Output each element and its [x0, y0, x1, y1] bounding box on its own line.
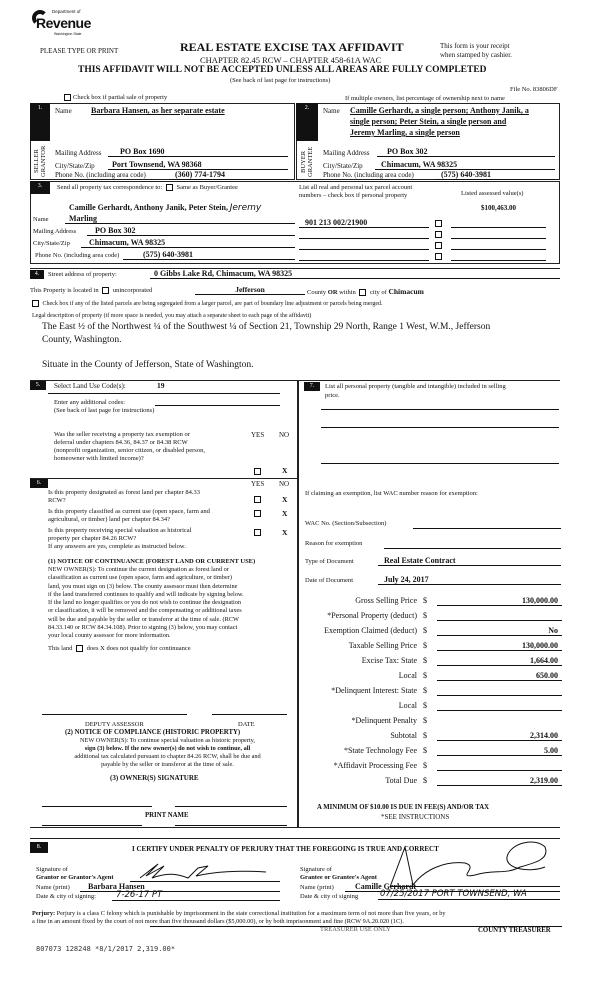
- parcel-number-3[interactable]: [299, 240, 429, 250]
- partial-sale-row: Check box if partial sale of property: [62, 94, 167, 101]
- segregated-checkbox[interactable]: [32, 300, 39, 307]
- grantee-name-field[interactable]: Camille Gerhardt: [345, 882, 560, 892]
- instructions-note: (See back of last page for instructions): [230, 77, 331, 84]
- notice-continuance-body: NEW OWNER(S): To continue the current designation as forest land or classification as current use (open space, farm and agriculture, or timber) land, you must sign on (3) below. The county assessor must then determine if the land transferred continues to qualify and will indicate by signing below. If the land no longer qualifies or you do not wish to continue the designation or classification, it will be removed and the compensating or additional taxes will be due and payable by the seller or transferor at the time of sale. (RCW 84.33.140 or RCW 84.34.108). Prior to signing (3) below, you may contact your local county assessor for more information.: [48, 566, 244, 640]
- section-number-5: 5.: [30, 381, 46, 390]
- city-checkbox[interactable]: [359, 289, 366, 296]
- additional-codes-field[interactable]: [155, 397, 280, 406]
- legal-description-line3[interactable]: Situate in the County of Jefferson, State of Washington.: [42, 360, 254, 370]
- affidavit-processing-fee-field[interactable]: [437, 760, 562, 771]
- receipt-note-2: when stamped by cashier.: [440, 51, 512, 59]
- correspondence-mailing-field[interactable]: PO Box 302: [87, 226, 295, 236]
- personal-property-deduct-field[interactable]: [437, 610, 562, 621]
- city-field[interactable]: Chimacum: [388, 287, 424, 296]
- section-number-4: 4.: [30, 270, 44, 279]
- correspondence-section: 3. Send all property tax correspondence to: Same as Buyer/Grantee Camille Gerhardt, Anthony Janik, Peter Stein, Jeremy Name Marling Mailing Address PO Box 302 City/State/Zip Chimacum, WA 98325 Phone No. (including area code) (575) 640-3981 List all real and personal tax parcel account numbers – check box if personal property Listed assessed value(s) $100,463.00 901 213 002/21900: [30, 181, 560, 264]
- excise-tax-local-field[interactable]: 650.00: [437, 670, 562, 681]
- grantee-date-city-field[interactable]: 07/25/2017 PORT TOWNSEND, WA: [378, 889, 560, 900]
- correspondence-name-line1[interactable]: Camille Gerhardt, Anthony Janik, Peter Stein,: [69, 203, 228, 212]
- warning-banner: THIS AFFIDAVIT WILL NOT BE ACCEPTED UNLESS ALL AREAS ARE FULLY COMPLETED: [78, 65, 487, 75]
- gross-selling-price-field[interactable]: 130,000.00: [437, 595, 562, 606]
- partial-sale-checkbox[interactable]: [64, 94, 71, 101]
- forest-land-yes-checkbox[interactable]: [254, 496, 261, 503]
- parcel-personal-checkbox-3[interactable]: [435, 242, 442, 249]
- cashier-stamp: 807073 128248 *8/1/2017 2,319.00*: [36, 945, 176, 953]
- receipt-note-1: This form is your receipt: [440, 42, 510, 50]
- historical-no-mark[interactable]: X: [282, 528, 288, 537]
- assessed-field-2[interactable]: [451, 229, 546, 239]
- delinquent-interest-local-field[interactable]: [437, 700, 562, 711]
- notice-continuance-title: (1) NOTICE OF CONTINUANCE (FOREST LAND OR CURRENT USE): [48, 558, 256, 565]
- owner-signature-line-1[interactable]: [42, 806, 152, 807]
- same-as-buyer-checkbox[interactable]: [166, 184, 173, 191]
- exemption-yes-checkbox[interactable]: [254, 468, 261, 475]
- print-name-line-2[interactable]: [175, 825, 287, 826]
- correspondence-name-handwritten: Jeremy: [229, 203, 262, 213]
- legal-description-line1[interactable]: The East ½ of the Northwest ¼ of the Southwest ¼ of Section 21, Township 29 North, Range 1 West, W.M., Jefferson: [42, 322, 491, 332]
- grantor-name-field[interactable]: Barbara Hansen: [80, 882, 280, 892]
- form-subtitle: CHAPTER 82.45 RCW – CHAPTER 458-61A WAC: [200, 55, 382, 65]
- current-use-no-mark[interactable]: X: [282, 509, 288, 518]
- buyer-city-field[interactable]: Chimacum, WA 98325: [375, 160, 555, 170]
- personal-property-line-3[interactable]: [321, 463, 559, 464]
- county-treasurer-label: COUNTY TREASURER: [478, 927, 551, 934]
- assessed-field-1[interactable]: [451, 218, 546, 228]
- buyer-name-line1[interactable]: Camille Gerhardt, a single person; Anthony Janik, a: [350, 106, 529, 115]
- location-row: This Property is located in unincorporated: [30, 287, 153, 294]
- continuance-does-not-mark[interactable]: X: [100, 645, 105, 652]
- historical-yes-checkbox[interactable]: [254, 529, 261, 536]
- buyer-phone-field[interactable]: (575) 640-3981: [435, 170, 555, 180]
- dor-logo: Department of Revenue Washington State: [32, 8, 92, 38]
- minimum-fee-note: A MINIMUM OF $10.00 IS DUE IN FEE(S) AND/OR TAX: [317, 804, 490, 811]
- parcel-personal-checkbox-1[interactable]: [435, 220, 442, 227]
- grantor-date-city-field[interactable]: 7-26-17 PT: [112, 890, 280, 901]
- exemption-reason-field[interactable]: [384, 540, 561, 549]
- certify-title: I CERTIFY UNDER PENALTY OF PERJURY THAT THE FOREGOING IS TRUE AND CORRECT: [132, 845, 439, 853]
- buyer-name-line3[interactable]: Jeremy Marling, a single person: [350, 128, 460, 137]
- parcel-personal-checkbox-4[interactable]: [435, 253, 442, 260]
- exemption-no-mark[interactable]: X: [282, 466, 288, 475]
- continuance-row: This land does X does not qualify for continuance: [48, 645, 191, 652]
- multiple-owners-note: If multiple owners, list percentage of ownership next to name: [345, 95, 505, 102]
- grantor-signature-scribble-icon: [138, 860, 268, 882]
- assessed-value-1: $100,463.00: [481, 204, 516, 212]
- section-number-3: 3.: [30, 181, 50, 194]
- personal-property-line-1[interactable]: [321, 409, 559, 410]
- deputy-assessor-signature-line[interactable]: [42, 714, 187, 715]
- notice-compliance-title: (2) NOTICE OF COMPLIANCE (HISTORIC PROPERTY): [65, 729, 241, 736]
- assessed-field-3[interactable]: [451, 240, 546, 250]
- seller-city-field[interactable]: Port Townsend, WA 98368: [108, 160, 288, 170]
- delinquent-interest-state-field[interactable]: [437, 685, 562, 696]
- delinquent-penalty-field[interactable]: [437, 715, 562, 726]
- parcel-personal-checkbox-2[interactable]: [435, 231, 442, 238]
- current-use-yes-checkbox[interactable]: [254, 510, 261, 517]
- total-due-field[interactable]: 2,319.00: [437, 775, 562, 786]
- please-type-label: PLEASE TYPE OR PRINT: [40, 47, 119, 55]
- section-number-6: 6.: [30, 479, 48, 488]
- wac-number-field[interactable]: [413, 520, 561, 529]
- correspondence-phone-field[interactable]: (575) 640-3981: [123, 250, 295, 260]
- continuance-does-checkbox[interactable]: [76, 645, 83, 652]
- seller-section: 1. SELLER GRANTOR Name Barbara Hansen, as her separate estate Mailing Address PO Box 1690 City/State/Zip Port Townsend, WA 98368 Phone No. (including area code) (360) 774-1794: [30, 103, 295, 180]
- seller-name-field[interactable]: Barbara Hansen, as her separate estate: [91, 106, 225, 115]
- subtotal-field[interactable]: 2,314.00: [437, 730, 562, 741]
- perjury-notice: Perjury: Perjury is a class C felony which is punishable by imprisonment in the state correctional institution for a maximum term of not more than five years, or by: [32, 910, 446, 917]
- print-name-line-1[interactable]: [42, 825, 142, 826]
- buyer-name-line2[interactable]: single person; Peter Stein, a single person and: [350, 117, 507, 126]
- excise-tax-state-field[interactable]: 1,664.00: [437, 655, 562, 666]
- section-6: 6. YES NO Is this property designated as forest land per chapter 84.33 RCW? X Is this property classified as current use (open space, farm and agricultural, or timber) land per chapter 84.34? X Is this property receiving special valuation as historical property per chapter 84.26 RCW? X If any answers are yes, complete as instructed below. (1) NOTICE OF CONTINUANCE (FOREST LAND OR CURRENT USE) NEW OWNER(S): To continue the current designation as forest land or classification as current use (open space, farm and agriculture, or timber) land, you must sign on (3) below. The county assessor must then determine if the land transferred continues to qualify and will indicate by signing below. If the land no longer qualifies or you do not wish to continue the designation or classification, it will be removed and the compensating or additional taxes will be due and payable by the seller or transferor at the time of sale. (RCW 84.33.140 or RCW 84.34.108). Prior to signing (3) below, you may contact your local county assessor for more information. This land does X does not qualify for continuance DEPUTY ASSESSOR DATE (2) NOTICE OF COMPLIANCE (HISTORIC PROPERTY) NEW OWNER(S): To continue special valuation as historic property, sign (3) below. If the new owner(s) do not wish to continue, all additional tax calculated pursuant to chapter 84.26 RCW, shall be due and payable by the seller or transferor at the time of sale. (3) OWNER(S) SIGNATURE PRINT NAME: [30, 478, 298, 828]
- owner-signature-title: (3) OWNER(S) SIGNATURE: [110, 774, 199, 782]
- correspondence-name-field[interactable]: Marling: [65, 214, 295, 224]
- parcel-number-1[interactable]: 901 213 002/21900: [299, 218, 429, 228]
- assessed-field-4[interactable]: [451, 251, 546, 261]
- taxable-selling-price-field[interactable]: 130,000.00: [437, 640, 562, 651]
- grantor-signature-field[interactable]: [130, 872, 280, 882]
- seller-phone-field[interactable]: (360) 774-1794: [169, 170, 288, 180]
- document-type-field[interactable]: Real Estate Contract: [378, 556, 561, 566]
- section-number-1: 1.: [30, 103, 50, 141]
- section-number-7: 7.: [304, 382, 320, 391]
- assessor-date-line[interactable]: [212, 714, 287, 715]
- parcel-number-4[interactable]: [299, 251, 429, 261]
- see-instructions-note: *SEE INSTRUCTIONS: [381, 813, 450, 821]
- legal-description-line2[interactable]: County, Washington.: [42, 335, 122, 345]
- owner-signature-line-2[interactable]: [175, 806, 287, 807]
- document-date-field[interactable]: July 24, 2017: [378, 575, 561, 585]
- land-use-code-field[interactable]: 19: [157, 381, 165, 390]
- form-title: REAL ESTATE EXCISE TAX AFFIDAVIT: [180, 40, 404, 54]
- seller-mailing-field[interactable]: PO Box 1690: [108, 147, 288, 157]
- correspondence-city-field[interactable]: Chimacum, WA 98325: [81, 238, 295, 248]
- notice-compliance-body: NEW OWNER(S): To continue special valuation as historic property, sign (3) below. If the new owner(s) do not wish to continue, all additional tax calculated pursuant to chapter 84.26 RCW, shall be due and payable by the seller or transferor at the time of sale.: [74, 737, 261, 768]
- unincorporated-checkbox[interactable]: [102, 287, 109, 294]
- buyer-mailing-field[interactable]: PO Box 302: [377, 147, 555, 157]
- section-number-8: 8.: [30, 842, 48, 853]
- street-address-field[interactable]: 0 Gibbs Lake Rd, Chimacum, WA 98325: [150, 269, 560, 279]
- forest-land-no-mark[interactable]: X: [282, 495, 288, 504]
- parcel-number-2[interactable]: [299, 229, 429, 239]
- state-technology-fee-field[interactable]: 5.00: [437, 745, 562, 756]
- section-number-2: 2.: [296, 103, 318, 141]
- land-use-section: 5. Select Land Use Code(s): 19 Enter any additional codes: (See back of last page for instructions) YES NO Was the seller receiving a property tax exemption or deferral under chapters 84.36, 84.37 or 84.38 RCW (nonprofit organization, senior citizen, or disabled person, homeowner with limited income)? X: [30, 380, 298, 478]
- personal-property-line-2[interactable]: [321, 427, 559, 428]
- treasurer-use-label: TREASURER USE ONLY: [320, 926, 391, 933]
- buyer-section: 2. BUYER GRANTEE Name Camille Gerhardt, a single person; Anthony Janik, a single person; Peter Stein, a single person and Jeremy Marling, a single person Mailing Address PO Box 302 City/State/Zip Chimacum, WA 98325 Phone No. (including area code) (575) 640-3981: [296, 103, 560, 180]
- exemption-claimed-field[interactable]: No: [437, 625, 562, 636]
- county-field[interactable]: Jefferson: [195, 285, 305, 295]
- file-number: File No. 83806DF: [510, 86, 558, 93]
- section-7: 7. List all personal property (tangible and intangible) included in selling price. If claiming an exemption, list WAC number reason for exemption: WAC No. (Section/Subsection) Reason for exemption Type of Document Real Estate Contract Date of Document July 24, 2017 Gross Selling Price $ 130,000.00 *Personal Property (deduct) $ Exemption Claimed (deduct) $ No Taxable Selling Price $ 130,000.00 Excise Tax: State $ 1,664.00 Local $ 650.00 *Delinquent Interest: State $ Local $ *Delinquent Penalty $ Subtotal $ 2,314.00 *State Technology Fee $ 5.00 *Affidavit Processing Fee $ Total Due $ 2,319.00 A MINIMUM OF $10.00 IS DUE IN FEE(S) AND/OR TAX *SEE INSTRUCTIONS: [298, 380, 560, 828]
